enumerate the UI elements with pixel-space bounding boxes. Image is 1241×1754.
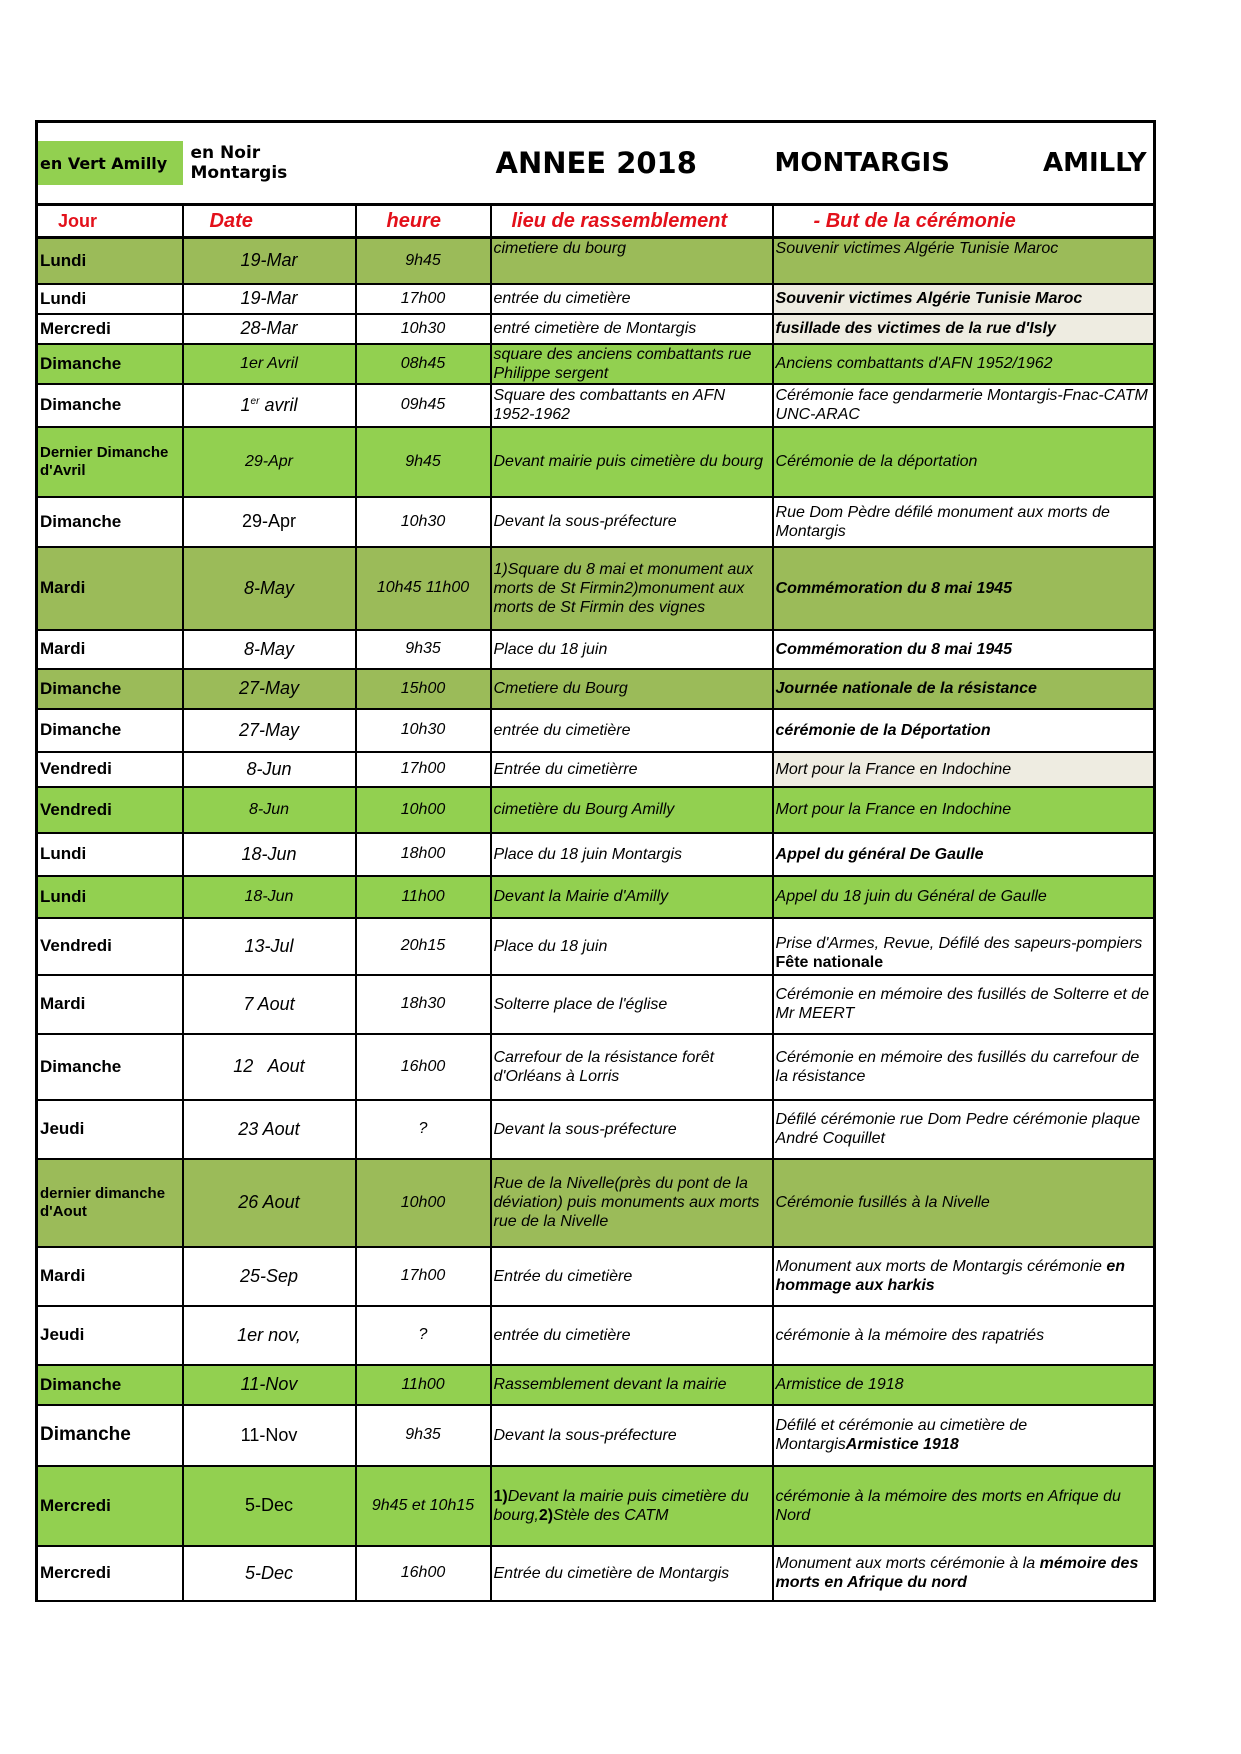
column-header-row — [37, 205, 1155, 238]
lieu-part: 2) — [538, 1506, 554, 1524]
cell-heure: 10h30 — [356, 497, 491, 547]
cell-jour: Jeudi — [37, 1306, 183, 1365]
cell-heure: ? — [356, 1306, 491, 1365]
cell-jour: Dimanche — [37, 384, 183, 427]
table-row — [37, 427, 1155, 497]
cell-lieu: Entrée du cimetièrre — [491, 752, 773, 787]
cell-but: Appel du 18 juin du Général de Gaulle — [773, 876, 1155, 918]
cell-but: Anciens combattants d'AFN 1952/1962 — [773, 344, 1155, 384]
cell-date: 29-Apr — [183, 497, 356, 547]
cell-but: fusillade des victimes de la rue d'Isly — [773, 314, 1155, 344]
cell-but: Cérémonie de la déportation — [773, 427, 1155, 497]
table-row — [37, 709, 1155, 752]
cell-date: 25-Sep — [183, 1247, 356, 1306]
cell-but: Journée nationale de la résistance — [773, 669, 1155, 709]
cell-date: 5-Dec — [183, 1466, 356, 1546]
cell-but: Commémoration du 8 mai 1945 — [773, 630, 1155, 669]
cell-date: 28-Mar — [183, 314, 356, 344]
cell-but: Commémoration du 8 mai 1945 — [773, 547, 1155, 630]
cell-but — [773, 1546, 1155, 1601]
table-row — [37, 497, 1155, 547]
cell-heure: 9h45 — [356, 427, 491, 497]
cell-jour: dernier dimanche d'Aout — [37, 1159, 183, 1247]
cell-date: 27-May — [183, 669, 356, 709]
cell-but: Souvenir victimes Algérie Tunisie Maroc — [773, 238, 1155, 284]
cell-heure: 08h45 — [356, 344, 491, 384]
cell-lieu: Devant la Mairie d'Amilly — [491, 876, 773, 918]
cell-heure: 10h30 — [356, 314, 491, 344]
cell-lieu: Square des combattants en AFN 1952-1962 — [491, 384, 773, 427]
but-text: Monument aux morts cérémonie à la — [775, 1555, 1040, 1572]
col-header-but: - But de la cérémonie — [773, 205, 1155, 238]
cell-lieu: Cmetiere du Bourg — [491, 669, 773, 709]
cell-jour: Dimanche — [37, 669, 183, 709]
col-header-jour: Jour — [37, 205, 183, 238]
cell-heure: 15h00 — [356, 669, 491, 709]
cell-but: Rue Dom Pèdre défilé monument aux morts de Montargis — [773, 497, 1155, 547]
cell-heure: 18h00 — [356, 833, 491, 876]
table-row — [37, 1365, 1155, 1405]
table-row — [37, 876, 1155, 918]
lieu-part: Devant la mairie puis cimetière du bourg, — [493, 1487, 749, 1524]
cell-lieu: Place du 18 juin — [491, 630, 773, 669]
col-header-heure: heure — [356, 205, 491, 238]
legend-black-montargis: en Noir Montargis — [183, 122, 356, 205]
cell-lieu: entrée du cimetière — [491, 1306, 773, 1365]
cell-heure: 10h30 — [356, 709, 491, 752]
cell-lieu: entrée du cimetière — [491, 284, 773, 314]
table-row — [37, 1405, 1155, 1466]
cell-but: Cérémonie face gendarmerie Montargis-Fnac-CATM UNC-ARAC — [773, 384, 1155, 427]
table-row — [37, 1100, 1155, 1159]
cell-lieu: entrée du cimetière — [491, 709, 773, 752]
table-row — [37, 833, 1155, 876]
cell-lieu: 1)Square du 8 mai et monument aux morts de St Firmin2)monument aux morts de St Firmin des vignes — [491, 547, 773, 630]
cell-jour: Lundi — [37, 284, 183, 314]
cell-lieu: Carrefour de la résistance forêt d'Orléans à Lorris — [491, 1034, 773, 1100]
cell-heure: ? — [356, 1100, 491, 1159]
legend-cell — [37, 122, 183, 205]
cell-heure: 18h30 — [356, 975, 491, 1034]
table-row — [37, 1159, 1155, 1247]
table-row — [37, 344, 1155, 384]
cell-but: Appel du général De Gaulle — [773, 833, 1155, 876]
city-amilly: AMILLY — [1042, 148, 1147, 178]
lieu-part: 1) — [493, 1487, 508, 1505]
cell-lieu: Rue de la Nivelle(près du pont de la déviation) puis monuments aux morts rue de la Nivelle — [491, 1159, 773, 1247]
cell-but: Cérémonie en mémoire des fusillés de Solterre et de Mr MEERT — [773, 975, 1155, 1034]
table-row — [37, 630, 1155, 669]
but-text-clipped: Fête nationale — [775, 953, 884, 971]
cell-but: cérémonie à la mémoire des morts en Afrique du Nord — [773, 1466, 1155, 1546]
cell-jour: Mardi — [37, 975, 183, 1034]
cell-jour: Mercredi — [37, 1466, 183, 1546]
cell-heure: 10h00 — [356, 1159, 491, 1247]
table-row — [37, 975, 1155, 1034]
table-row — [37, 284, 1155, 314]
but-text-bold: en hommage aux harkis — [775, 1258, 1125, 1294]
cell-but — [773, 918, 1155, 975]
cell-but: Mort pour la France en Indochine — [773, 752, 1155, 787]
cell-heure: 17h00 — [356, 1247, 491, 1306]
cell-lieu: Devant la sous-préfecture — [491, 1100, 773, 1159]
cell-date: 1er Avril — [183, 344, 356, 384]
cell-date: 8-May — [183, 547, 356, 630]
cell-jour: Dimanche — [37, 1365, 183, 1405]
col-header-date: Date — [183, 205, 356, 238]
cell-heure: 16h00 — [356, 1034, 491, 1100]
cell-date: 5-Dec — [183, 1546, 356, 1601]
table-row — [37, 752, 1155, 787]
cell-jour: Dimanche — [37, 709, 183, 752]
cell-jour: Lundi — [37, 238, 183, 284]
but-text-bold: mémoire des morts en Afrique du nord — [775, 1555, 1139, 1591]
but-text: Défilé et cérémonie au cimetière de Montargis — [775, 1417, 1028, 1453]
cell-heure: 09h45 — [356, 384, 491, 427]
cell-date: 12 Aout — [183, 1034, 356, 1100]
cell-date: 19-Mar — [183, 238, 356, 284]
cell-date: 11-Nov — [183, 1365, 356, 1405]
table-row — [37, 1466, 1155, 1546]
cell-heure: 11h00 — [356, 1365, 491, 1405]
cell-lieu: Rassemblement devant la mairie — [491, 1365, 773, 1405]
cell-heure: 9h45 — [356, 238, 491, 284]
cell-lieu: cimetière du Bourg Amilly — [491, 787, 773, 833]
cell-date: 27-May — [183, 709, 356, 752]
table-row — [37, 238, 1155, 284]
cell-jour: Dimanche — [37, 497, 183, 547]
cell-date: 26 Aout — [183, 1159, 356, 1247]
cell-date: 7 Aout — [183, 975, 356, 1034]
cell-lieu: Devant la sous-préfecture — [491, 497, 773, 547]
cell-date: 11-Nov — [183, 1405, 356, 1466]
table-row — [37, 918, 1155, 975]
table-row — [37, 1546, 1155, 1601]
cell-heure: 9h35 — [356, 630, 491, 669]
cell-lieu: Devant la sous-préfecture — [491, 1405, 773, 1466]
ceremony-schedule — [35, 120, 1153, 1602]
cell-date: 1er nov, — [183, 1306, 356, 1365]
cell-but: Cérémonie en mémoire des fusillés du carrefour de la résistance — [773, 1034, 1155, 1100]
cell-heure: 17h00 — [356, 752, 491, 787]
cell-lieu: Entrée du cimetière — [491, 1247, 773, 1306]
lieu-part: Stèle des CATM — [553, 1506, 669, 1524]
cell-date: 23 Aout — [183, 1100, 356, 1159]
table-row — [37, 787, 1155, 833]
cell-lieu: Devant mairie puis cimetière du bourg — [491, 427, 773, 497]
table-row — [37, 1306, 1155, 1365]
cell-jour: Mercredi — [37, 314, 183, 344]
but-text-bold: Armistice 1918 — [845, 1436, 959, 1453]
cell-jour: Lundi — [37, 833, 183, 876]
cell-but: Défilé cérémonie rue Dom Pedre cérémonie plaque André Coquillet — [773, 1100, 1155, 1159]
table-row — [37, 669, 1155, 709]
cell-jour: Dernier Dimanche d'Avril — [37, 427, 183, 497]
cell-heure: 10h45 11h00 — [356, 547, 491, 630]
cell-but — [773, 1247, 1155, 1306]
cell-date: 29-Apr — [183, 427, 356, 497]
cell-lieu — [491, 1466, 773, 1546]
cell-jour: Vendredi — [37, 787, 183, 833]
cell-lieu: Place du 18 juin — [491, 918, 773, 975]
col-header-lieu: lieu de rassemblement — [491, 205, 773, 238]
cell-lieu: Solterre place de l'église — [491, 975, 773, 1034]
cell-jour: Dimanche — [37, 344, 183, 384]
cell-lieu: entré cimetière de Montargis — [491, 314, 773, 344]
cell-date: 18-Jun — [183, 876, 356, 918]
cell-jour: Mercredi — [37, 1546, 183, 1601]
cell-jour: Mardi — [37, 1247, 183, 1306]
table-row — [37, 1247, 1155, 1306]
cell-date: 8-Jun — [183, 787, 356, 833]
cell-jour: Dimanche — [37, 1034, 183, 1100]
cell-heure: 9h35 — [356, 1405, 491, 1466]
cell-lieu: cimetiere du bourg — [491, 238, 773, 284]
schedule-table — [35, 120, 1156, 1602]
cell-date: 8-Jun — [183, 752, 356, 787]
cell-date: 8-May — [183, 630, 356, 669]
cell-lieu: Entrée du cimetière de Montargis — [491, 1546, 773, 1601]
date-day: 1 — [240, 394, 251, 415]
cell-date — [183, 384, 356, 427]
year-title: ANNEE 2018 — [495, 146, 697, 180]
cell-jour: Mardi — [37, 547, 183, 630]
cell-lieu: Place du 18 juin Montargis — [491, 833, 773, 876]
date-ordinal: er — [250, 395, 260, 407]
but-text: Monument aux morts de Montargis cérémonie — [775, 1258, 1107, 1275]
cell-jour: Dimanche — [37, 1405, 183, 1466]
date-month: avril — [259, 394, 298, 415]
cell-jour: Lundi — [37, 876, 183, 918]
cities-cell — [773, 122, 1155, 205]
cell-heure: 9h45 et 10h15 — [356, 1466, 491, 1546]
cell-but: Cérémonie fusillés à la Nivelle — [773, 1159, 1155, 1247]
cell-but — [773, 1405, 1155, 1466]
cell-date: 13-Jul — [183, 918, 356, 975]
table-row — [37, 384, 1155, 427]
cell-heure: 16h00 — [356, 1546, 491, 1601]
table-row — [37, 1034, 1155, 1100]
cell-jour: Vendredi — [37, 918, 183, 975]
title-row — [37, 122, 1155, 205]
cell-but: cérémonie à la mémoire des rapatriés — [773, 1306, 1155, 1365]
but-text: Prise d'Armes, Revue, Défilé des sapeurs-pompiers — [775, 934, 1143, 952]
cell-but: Souvenir victimes Algérie Tunisie Maroc — [773, 284, 1155, 314]
cell-but: cérémonie de la Déportation — [773, 709, 1155, 752]
cell-heure: 20h15 — [356, 918, 491, 975]
cell-date: 19-Mar — [183, 284, 356, 314]
cell-lieu: square des anciens combattants rue Philippe sergent — [491, 344, 773, 384]
cell-heure: 11h00 — [356, 876, 491, 918]
cell-date: 18-Jun — [183, 833, 356, 876]
table-row — [37, 314, 1155, 344]
cell-heure: 17h00 — [356, 284, 491, 314]
legend-green-amilly: en Vert Amilly — [38, 141, 183, 185]
table-row — [37, 547, 1155, 630]
cell-jour: Mardi — [37, 630, 183, 669]
cell-jour: Jeudi — [37, 1100, 183, 1159]
year-title-cell — [356, 122, 773, 205]
cell-but: Armistice de 1918 — [773, 1365, 1155, 1405]
cell-jour: Vendredi — [37, 752, 183, 787]
city-montargis: MONTARGIS — [774, 148, 950, 178]
cell-heure: 10h00 — [356, 787, 491, 833]
cell-but: Mort pour la France en Indochine — [773, 787, 1155, 833]
